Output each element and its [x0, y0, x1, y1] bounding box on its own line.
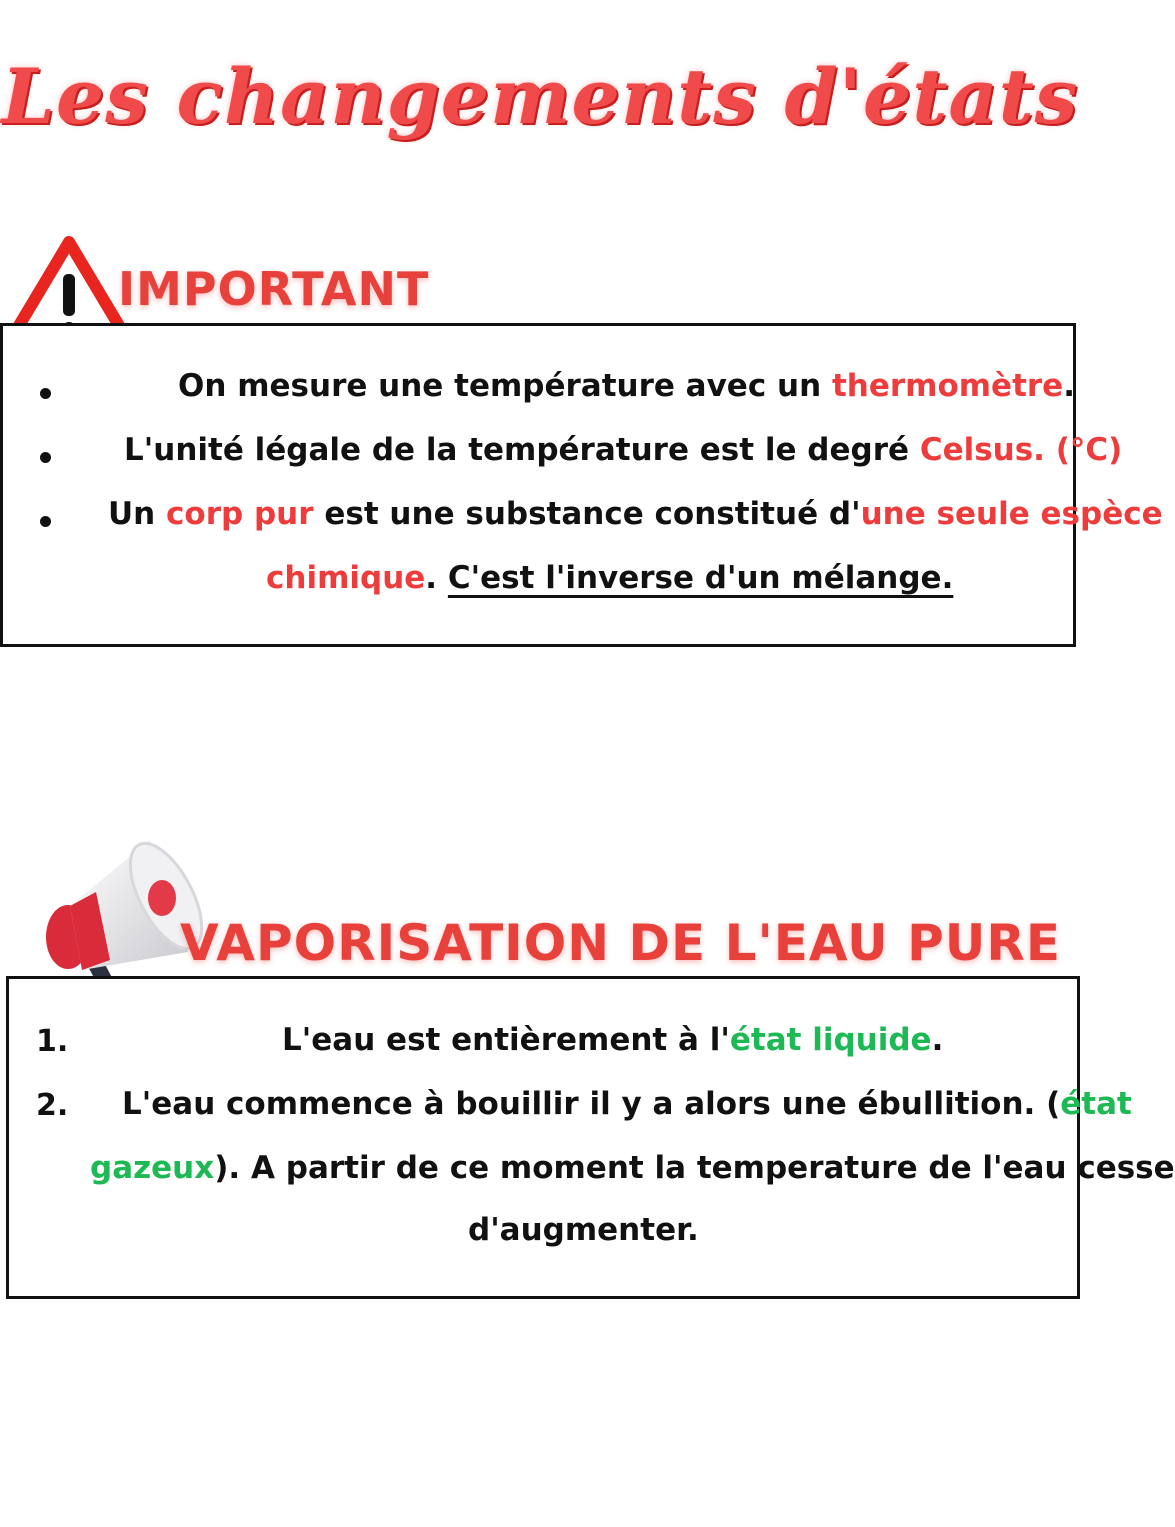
highlight-term: thermomètre — [831, 368, 1064, 404]
list-number: 1. — [36, 1024, 69, 1059]
text: L'eau est entièrement à l' — [282, 1022, 730, 1058]
text: L'unité légale de la température est le degré — [124, 432, 920, 468]
text: . — [1063, 368, 1075, 404]
vaporisation-item-2-line-1 — [122, 1086, 1132, 1122]
important-item-3-line-1 — [108, 496, 1163, 532]
vaporisation-heading: VAPORISATION DE L'EAU PURE — [180, 914, 1062, 972]
bullet — [40, 388, 51, 399]
highlight-term: une seule espèce — [860, 496, 1163, 532]
highlight-term: état liquide — [729, 1022, 932, 1058]
highlight-term: Celsus. (°C) — [919, 432, 1123, 468]
highlight-term: état — [1060, 1086, 1132, 1122]
underlined-text: C'est l'inverse d'un mélange. — [447, 560, 954, 596]
text: ). A partir de ce moment la temperature de l'eau cesse — [214, 1150, 1175, 1186]
vaporisation-item-1 — [282, 1022, 943, 1058]
important-heading: IMPORTANT — [118, 262, 430, 316]
vaporisation-item-2-line-3: d'augmenter. — [468, 1212, 699, 1248]
text: On mesure une température avec un — [178, 368, 832, 404]
highlight-term: gazeux — [90, 1150, 215, 1186]
text: . — [425, 560, 448, 596]
text: est une substance constitué d' — [313, 496, 861, 532]
highlight-term: corp pur — [166, 496, 314, 532]
highlight-term: chimique — [266, 560, 426, 596]
important-item-1 — [178, 368, 1075, 404]
text: L'eau commence à bouillir il y a alors une ébullition. ( — [122, 1086, 1061, 1122]
important-item-3-line-2 — [266, 560, 953, 596]
text: . — [931, 1022, 944, 1058]
page-title: Les changements d'états — [1, 52, 1079, 141]
bullet — [40, 516, 51, 527]
bullet — [40, 452, 51, 463]
important-item-2 — [124, 432, 1122, 468]
text: Un — [108, 496, 167, 532]
list-number: 2. — [36, 1088, 69, 1123]
vaporisation-item-2-line-2 — [90, 1150, 1175, 1186]
